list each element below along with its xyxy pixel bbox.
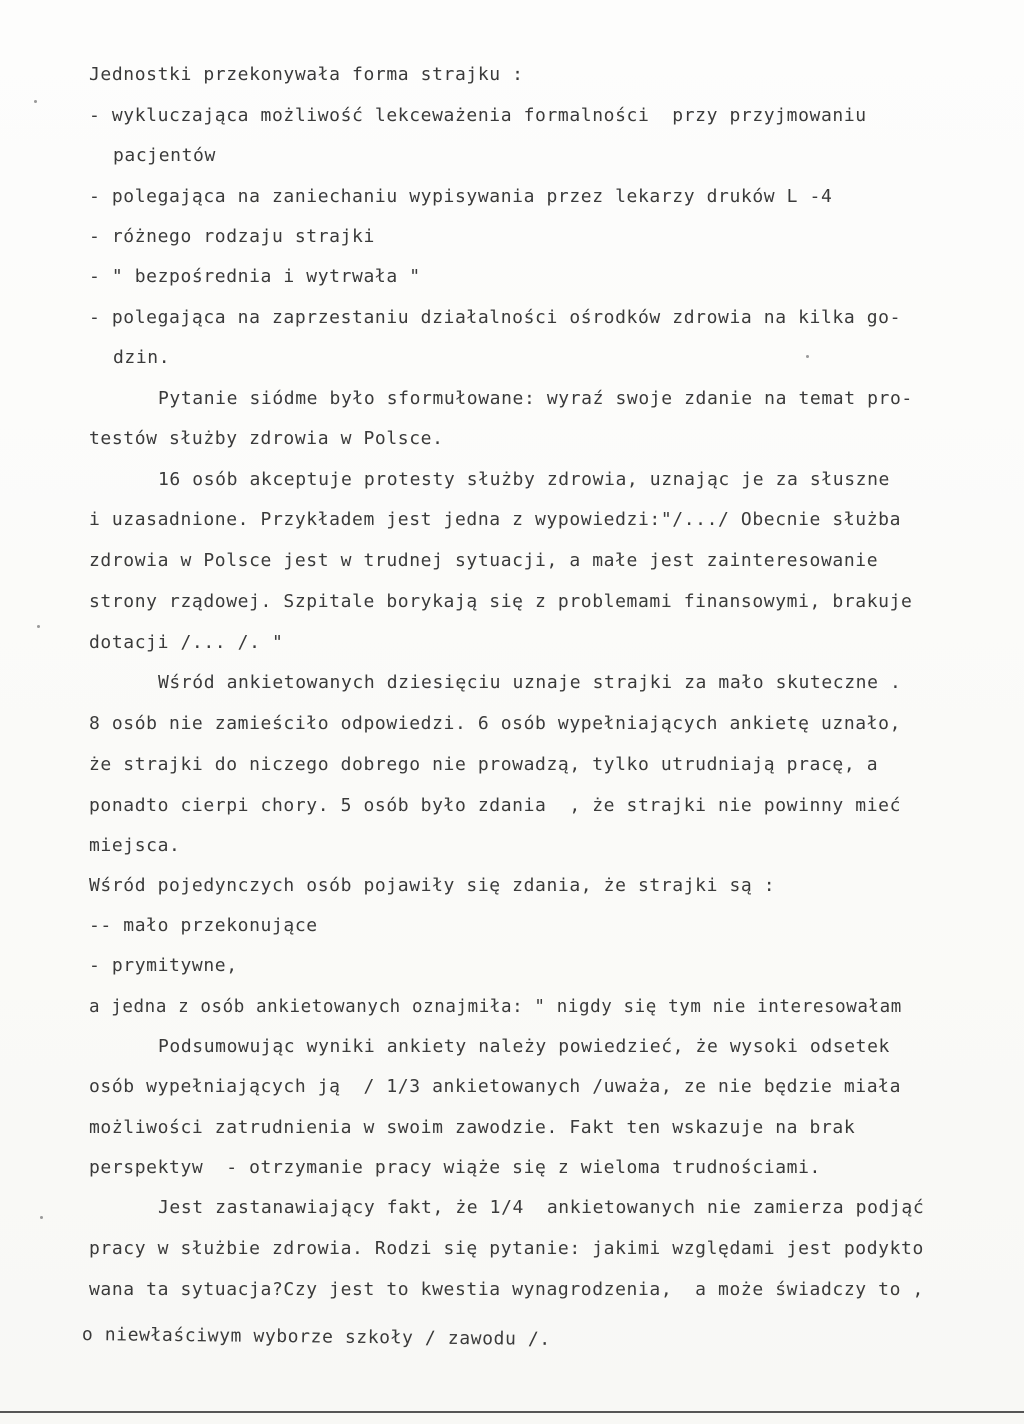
text-line: pracy w służbie zdrowia. Rodzi się pytanie: jakimi względami jest podykto	[89, 1238, 924, 1259]
list-item: - " bezpośrednia i wytrwała "	[89, 266, 421, 287]
paper-speck	[806, 355, 809, 358]
text-line: zdrowia w Polsce jest w trudnej sytuacji, a małe jest zainteresowanie	[89, 550, 879, 571]
paper-speck	[40, 1216, 43, 1219]
list-item: -- mało przekonujące	[89, 915, 318, 936]
text-line: testów służby zdrowia w Polsce.	[89, 428, 444, 449]
paragraph-start: Jest zastanawiający fakt, że 1/4 ankietowanych nie zamierza podjąć	[158, 1197, 925, 1218]
text-line: dotacji /... /. "	[89, 632, 284, 653]
text-line: możliwości zatrudnienia w swoim zawodzie. Fakt ten wskazuje na brak	[89, 1117, 856, 1138]
text-line: dzin.	[113, 347, 171, 368]
paragraph-start: Wśród ankietowanych dziesięciu uznaje strajki za mało skuteczne .	[158, 672, 902, 693]
text-line: ponadto cierpi chory. 5 osób było zdania , że strajki nie powinny mieć	[89, 795, 902, 816]
paragraph-start: 16 osób akceptuje protesty służby zdrowia, uznając je za słuszne	[158, 469, 890, 490]
text-line: wana ta sytuacja?Czy jest to kwestia wynagrodzenia, a może świadczy to ,	[89, 1279, 924, 1300]
text-line: Wśród pojedynczych osób pojawiły się zdania, że strajki są :	[89, 875, 776, 896]
text-line: osób wypełniających ją / 1/3 ankietowanych /uważa, ze nie będzie miała	[89, 1076, 902, 1097]
text-line: perspektyw - otrzymanie pracy wiąże się z wieloma trudnościami.	[89, 1157, 821, 1178]
text-line: a jedna z osób ankietowanych oznajmiła: " nigdy się tym nie interesowałam	[89, 997, 902, 1017]
text-line: 8 osób nie zamieściło odpowiedzi. 6 osób wypełniających ankietę uznało,	[89, 713, 902, 734]
text-line: strony rządowej. Szpitale borykają się z problemami finansowymi, brakuje	[89, 591, 913, 612]
paper-speck	[34, 100, 37, 103]
text-line: miejsca.	[89, 835, 181, 856]
text-line: o niewłaściwym wyborze szkoły / zawodu /.	[81, 1324, 551, 1350]
list-item: - polegająca na zaprzestaniu działalności ośrodków zdrowia na kilka go-	[89, 307, 902, 328]
list-item: - różnego rodzaju strajki	[89, 226, 375, 247]
paper-speck	[37, 625, 40, 628]
list-item: - wykluczająca możliwość lekceważenia formalności przy przyjmowaniu	[89, 105, 867, 126]
paragraph-start: Pytanie siódme było sformułowane: wyraź swoje zdanie na temat pro-	[158, 388, 913, 409]
bottom-scan-edge	[0, 1411, 1024, 1413]
text-line: że strajki do niczego dobrego nie prowadzą, tylko utrudniają pracę, a	[89, 754, 879, 775]
text-line: Jednostki przekonywała forma strajku :	[89, 64, 524, 85]
text-line: i uzasadnione. Przykładem jest jedna z wypowiedzi:"/.../ Obecnie służba	[89, 509, 902, 530]
paragraph-start: Podsumowując wyniki ankiety należy powiedzieć, że wysoki odsetek	[158, 1036, 890, 1057]
text-line: pacjentów	[113, 145, 216, 166]
list-item: - prymitywne,	[89, 955, 238, 976]
list-item: - polegająca na zaniechaniu wypisywania przez lekarzy druków L -4	[89, 186, 833, 207]
